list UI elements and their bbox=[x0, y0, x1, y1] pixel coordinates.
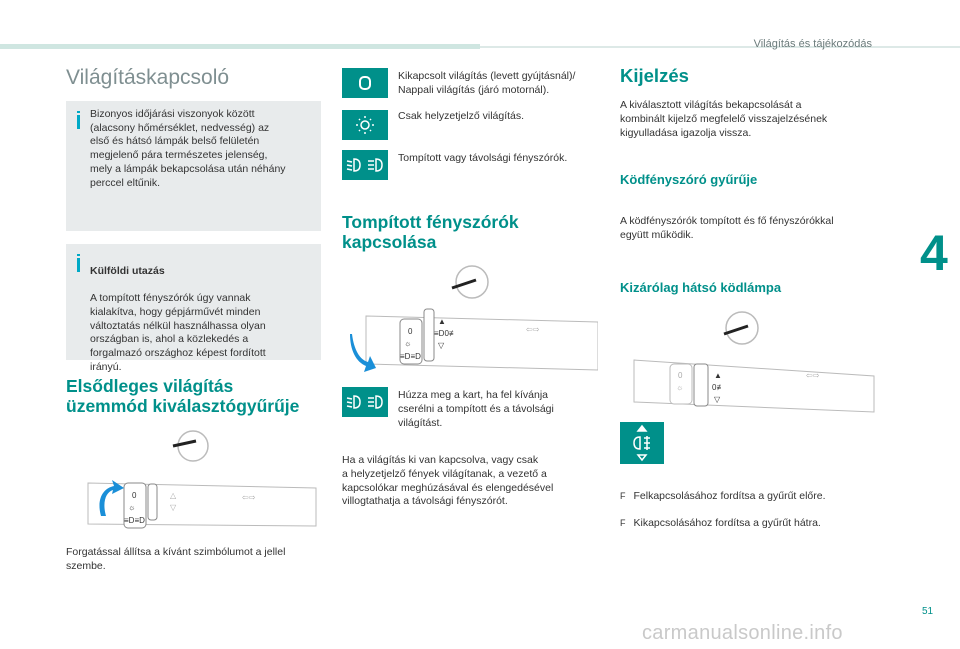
sidelights-icon bbox=[342, 110, 388, 140]
svg-text:0≢: 0≢ bbox=[712, 383, 725, 392]
lighting-stalk-rotate-illustration bbox=[66, 428, 322, 546]
svg-text:▽: ▽ bbox=[170, 503, 177, 512]
info-icon bbox=[77, 258, 80, 272]
travel-note-text: A tompított fényszórók úgy vannak kialakítva, hogy gépjárművét minden változtatás nélkül használhassa olyan országban is, ahol a közlekedés a forgalmazó országhoz képest fordított irányú. bbox=[90, 292, 266, 373]
rear-fog-heading: Kizárólag hátsó ködlámpa bbox=[620, 280, 782, 295]
dipped-main-beam-icon bbox=[342, 150, 388, 180]
svg-text:≡D0≢: ≡D0≢ bbox=[434, 329, 457, 338]
bullet-item: F Felkapcsolásához fordítsa a gyűrűt előre. bbox=[620, 489, 826, 502]
section-title: Világítás és tájékozódás bbox=[753, 38, 872, 50]
svg-text:△: △ bbox=[170, 491, 177, 500]
off-ring-icon bbox=[342, 68, 388, 98]
watermark: carmanualsonline.info bbox=[642, 622, 843, 644]
info-note-text: Bizonyos időjárási viszonyok között (alacsony hőmérséklet, nedvesség) az első és hátsó lámpák belső felületén megjelenő pára természetes jelenség, mely a lámpák bekapcsolása után néhány perccel eltűnik. bbox=[90, 108, 286, 189]
svg-text:0: 0 bbox=[132, 491, 137, 500]
travel-note-title: Külföldi utazás bbox=[90, 264, 165, 277]
rear-fog-icon bbox=[620, 422, 664, 464]
pull-item-text: Húzza meg a kart, ha fel kívánja cserélni a tompított és a távolsági világítást. bbox=[398, 389, 554, 429]
steering-wheel-icon bbox=[173, 431, 208, 461]
fog-ring-text: A ködfényszórók tompított és fő fényszórókkal együtt működik. bbox=[620, 215, 834, 241]
steering-wheel-icon bbox=[452, 266, 488, 298]
svg-text:▽: ▽ bbox=[714, 395, 721, 404]
svg-text:☼: ☼ bbox=[404, 339, 412, 348]
svg-text:≡D≡D: ≡D≡D bbox=[400, 352, 421, 361]
header-rule bbox=[480, 46, 960, 48]
header-bar bbox=[0, 44, 480, 49]
display-heading: Kijelzés bbox=[620, 65, 689, 86]
bullet-item: F Kikapcsolásához fordítsa a gyűrűt hátra. bbox=[620, 517, 821, 530]
svg-text:0: 0 bbox=[408, 327, 413, 336]
chapter-number: 4 bbox=[920, 225, 948, 281]
svg-text:⇦⇨: ⇦⇨ bbox=[806, 371, 820, 380]
svg-text:⇦⇨: ⇦⇨ bbox=[526, 325, 540, 334]
fog-ring-illustration bbox=[620, 306, 876, 414]
svg-text:▲: ▲ bbox=[714, 371, 722, 380]
svg-text:⇦⇨: ⇦⇨ bbox=[242, 493, 256, 502]
svg-text:0: 0 bbox=[678, 371, 683, 380]
dipped-headlamps-heading: Tompított fényszórók kapcsolása bbox=[342, 212, 519, 252]
rear-fog-bullets bbox=[620, 476, 880, 545]
item-beam-text: Tompított vagy távolsági fényszórók. bbox=[398, 152, 568, 164]
pull-stalk-illustration bbox=[342, 264, 598, 376]
page-number: 51 bbox=[922, 606, 934, 617]
info-note bbox=[66, 101, 321, 231]
svg-text:▲: ▲ bbox=[438, 317, 446, 326]
page-title: Világításkapcsoló bbox=[66, 66, 230, 89]
main-lighting-heading: Elsődleges világítás üzemmód kiválasztógyűrűje bbox=[66, 376, 300, 416]
svg-text:≡D≡D: ≡D≡D bbox=[124, 516, 145, 525]
svg-text:☼: ☼ bbox=[676, 383, 684, 392]
bullet-marker: F bbox=[620, 518, 626, 529]
svg-text:▽: ▽ bbox=[438, 341, 445, 350]
steering-wheel-icon bbox=[724, 312, 758, 344]
travel-note bbox=[66, 244, 321, 373]
item-sidelights-text: Csak helyzetjelző világítás. bbox=[398, 110, 525, 122]
info-icon bbox=[77, 115, 80, 129]
item-off-text: Kikapcsolt világítás (levett gyújtásnál)/ Nappali világítás (járó motornál). bbox=[398, 70, 576, 96]
svg-text:☼: ☼ bbox=[128, 503, 136, 512]
rotate-caption: Forgatással állítsa a kívánt szimbólumot a jellel szembe. bbox=[66, 546, 286, 572]
display-text: A kiválasztott világítás bekapcsolását a kombinált kijelző megfelelő visszajelzésének kigyulladása igazolja vissza. bbox=[620, 99, 828, 139]
flash-paragraph: Ha a világítás ki van kapcsolva, vagy csak a helyzetjelző fények világítanak, a vezető a kapcsolókar meghúzásával és elengedésével villogtathatja a távolsági fényszórót. bbox=[342, 454, 554, 508]
dipped-main-beam-icon bbox=[342, 387, 388, 417]
fog-ring-heading: Ködfényszóró gyűrűje bbox=[620, 172, 758, 187]
bullet-marker: F bbox=[620, 490, 626, 501]
